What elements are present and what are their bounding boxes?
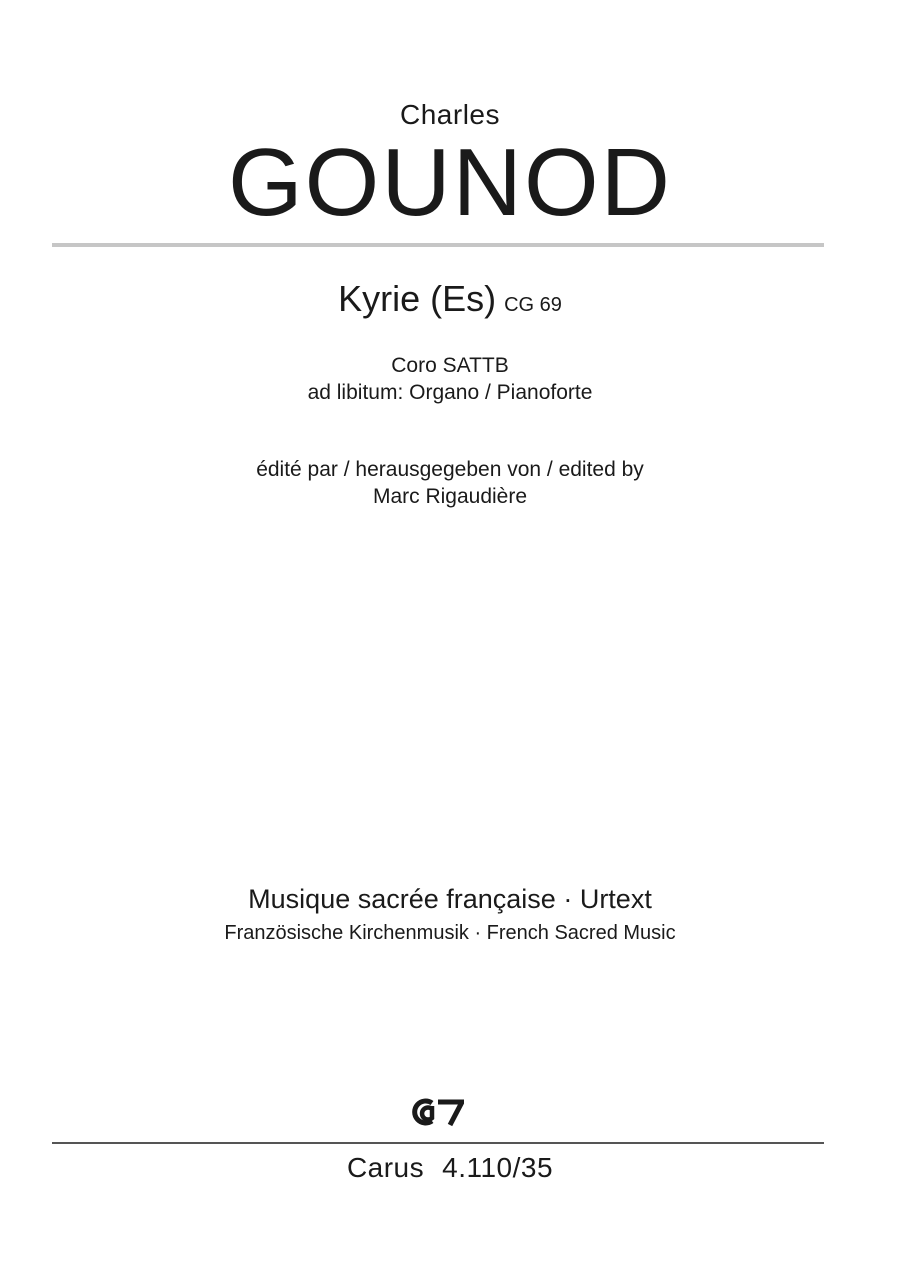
- editor-name: Marc Rigaudière: [372, 485, 528, 508]
- composer-last-name: GOUNOD: [228, 129, 672, 236]
- editor-label: édité par / herausgegeben von / edited by: [256, 458, 644, 481]
- composer-first-name: Charles: [400, 99, 500, 130]
- carus-logo-icon: [412, 1097, 464, 1127]
- scoring-voices: Coro SATTB: [391, 354, 509, 377]
- catalog-number: CG 69: [504, 294, 562, 316]
- publisher-number: 4.110/35: [442, 1152, 554, 1183]
- series-subtitle: Französische Kirchenmusik · French Sacred Music: [224, 922, 676, 944]
- bottom-divider: [52, 1142, 824, 1144]
- scoring-accompaniment: ad libitum: Organo / Pianoforte: [307, 381, 593, 404]
- top-divider: [52, 243, 824, 247]
- series-title: Musique sacrée française · Urtext: [248, 884, 652, 914]
- publisher-name: Carus: [346, 1152, 425, 1183]
- publisher-line: [0, 1152, 900, 1184]
- work-title-line: [0, 278, 900, 320]
- work-title: Kyrie (Es): [338, 278, 497, 319]
